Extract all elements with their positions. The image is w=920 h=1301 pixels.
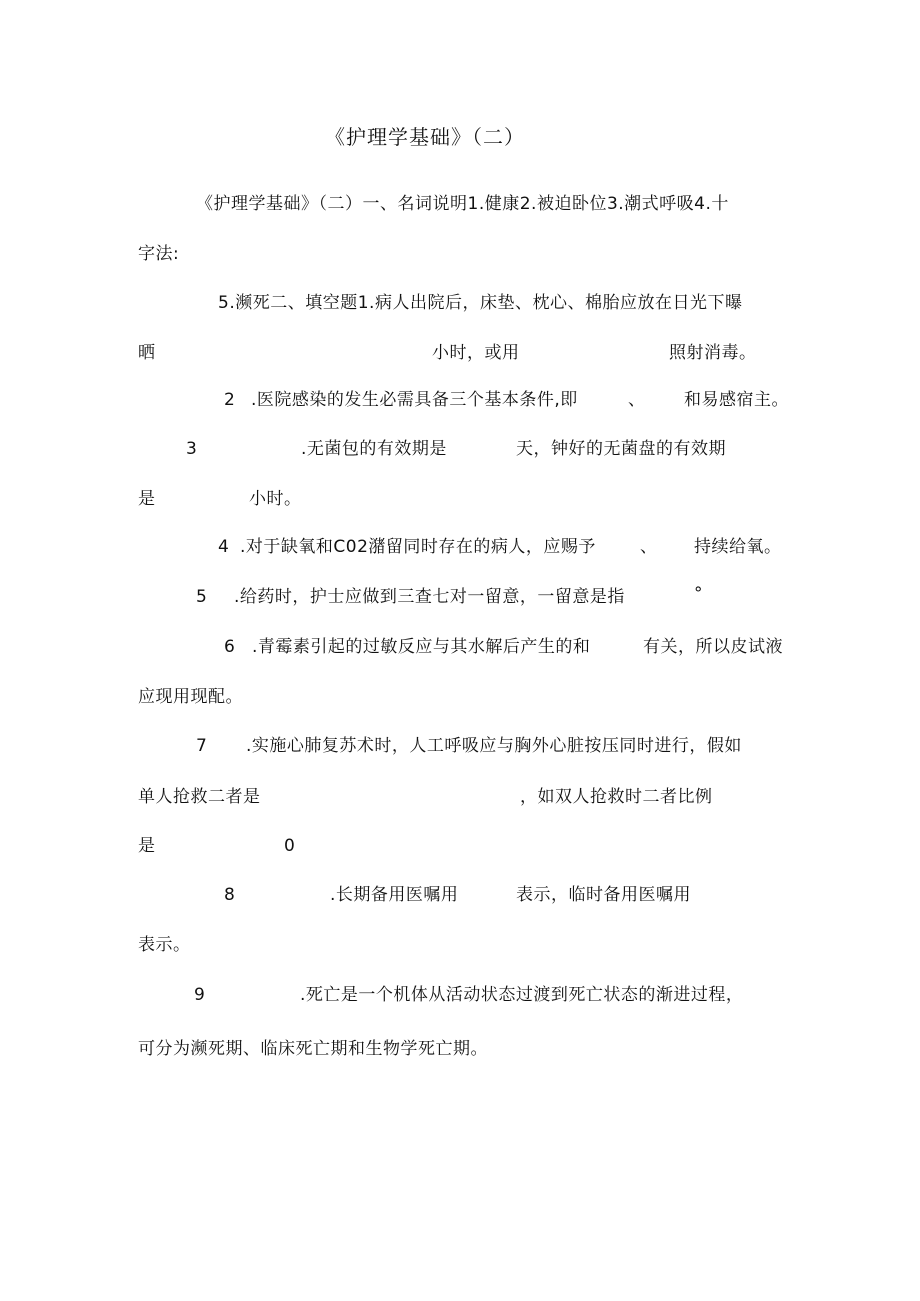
text-line: .实施心肺复苏术时，人工呼吸应与胸外心脏按压同时进行，假如: [246, 736, 742, 756]
text-line: 是: [138, 489, 156, 509]
text-line: 照射消毒。: [669, 343, 757, 363]
text-line: .医院感染的发生必需具备三个基本条件,即: [251, 390, 578, 410]
text-line: 晒: [138, 343, 156, 363]
text-line: 可分为濒死期、临床死亡期和生物学死亡期。: [138, 1039, 488, 1059]
text-line: 6: [224, 637, 236, 657]
text-line: 、: [628, 390, 646, 410]
text-line: °: [694, 584, 703, 604]
text-line: .死亡是一个机体从活动状态过渡到死亡状态的渐进过程，: [300, 985, 744, 1005]
text-line: 、: [640, 537, 658, 557]
text-line: 9: [194, 985, 206, 1005]
text-line: 4: [218, 537, 230, 557]
text-line: 8: [224, 885, 236, 905]
text-line: 小时。: [249, 489, 302, 509]
text-line: .青霉素引起的过敏反应与其水解后产生的和: [252, 637, 591, 657]
text-line: ，如双人抢救时二者比例: [520, 787, 713, 807]
text-line: 5.濒死二、填空题1.病人出院后，床垫、枕心、棉胎应放在日光下曝: [218, 293, 743, 313]
text-line: 表示。: [138, 935, 191, 955]
text-line: 和易感宿主。: [684, 390, 789, 410]
text-line: 持续给氧。: [694, 537, 782, 557]
text-line: 是: [138, 836, 156, 856]
text-line: .长期备用医嘱用: [330, 885, 459, 905]
text-line: .给药时，护士应做到三查七对一留意，一留意是指: [234, 587, 625, 607]
text-line: 2: [224, 390, 236, 410]
text-line: 3: [186, 439, 198, 459]
text-line: 7: [196, 736, 208, 756]
text-line: 单人抢救二者是: [138, 787, 261, 807]
text-line: 应现用现配。: [138, 687, 243, 707]
document-title: 《护理学基础》（二）: [325, 125, 525, 149]
text-line: 有关，所以皮试液: [643, 637, 783, 657]
text-line: 5: [196, 587, 208, 607]
text-line: 表示，临时备用医嘱用: [516, 885, 691, 905]
text-line: 字法:: [138, 244, 180, 264]
text-line: .对于缺氧和C02潴留同时存在的病人，应赐予: [240, 537, 596, 557]
text-line: 《护理学基础》（二）一、名词说明1.健康2.被迫卧位3.潮式呼吸4.十: [196, 194, 729, 214]
text-line: 0: [284, 836, 296, 856]
text-line: 天，钟好的无菌盘的有效期: [516, 439, 726, 459]
text-line: .无菌包的有效期是: [301, 439, 447, 459]
text-line: 小时，或用: [432, 343, 520, 363]
